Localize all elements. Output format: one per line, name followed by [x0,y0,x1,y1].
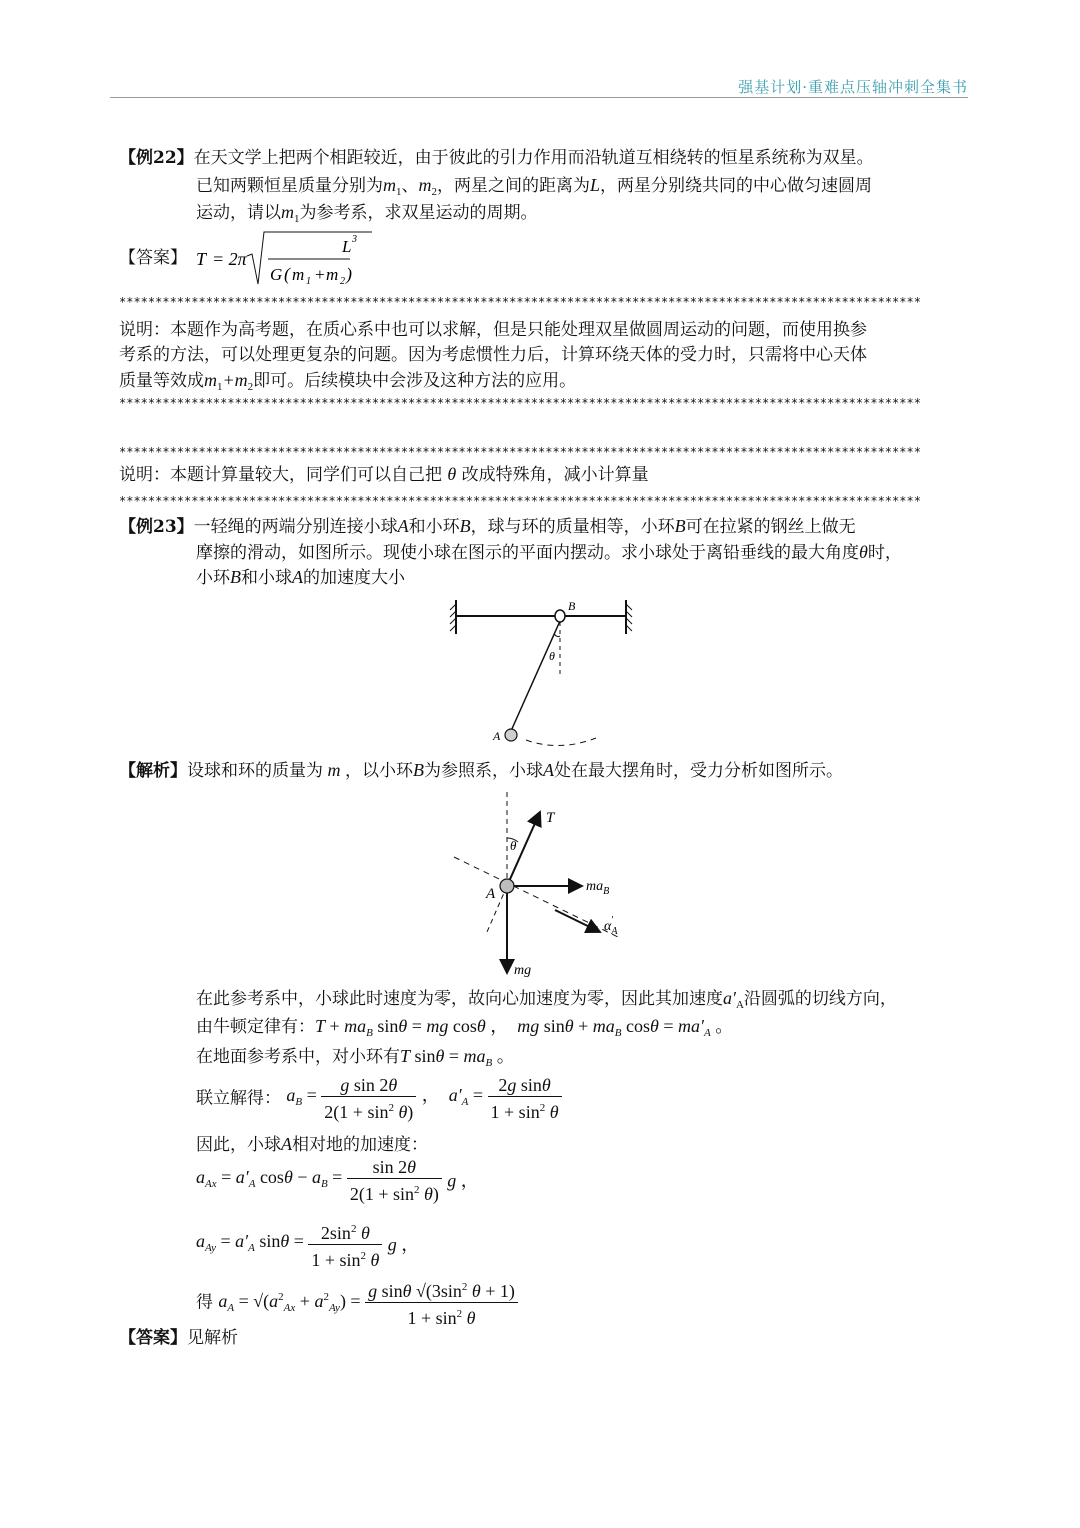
note1-line1: 说明：本题作为高考题，在质心系中也可以求解，但是只能处理双星做圆周运动的问题，而使用换参 [119,320,867,340]
separator-stars-2: *************************************************************************************************************** [119,396,921,410]
label-tension: T [546,810,555,826]
separator-stars-3: *************************************************************************************************************** [119,445,921,459]
svg-text:m: m [292,265,305,284]
label-theta: θ [549,649,555,663]
example23-line2: 摩擦的滑动，如图所示。现使小球在图示的平面内摆动。求小球处于离铅垂线的最大角度θ时， [196,542,902,563]
ball-a [505,729,517,741]
label-theta-2: θ [510,838,517,853]
note1-line3: 质量等效成$m_1+m_2$即可。后续模块中会涉及这种方法的应用。 [119,370,577,393]
example22-line3: 运动，请以$m_1$为参考系，求双星运动的周期。 [196,202,538,225]
analysis-label: 【解析】 [119,761,187,781]
analysis-p2: 由牛顿定律有：$T + ma_B$ sinθ = mg cosθ ， mg $\sin\theta + ma_B$ $\cos\theta = ma'_A$ 。 [196,1016,734,1039]
example22-answer-formula [192,228,372,290]
note1-line2: 考系的方法，可以处理更复杂的问题。因为考虑惯性力后，计算环绕天体的受力时，只需将中心天体 [119,345,867,365]
analysis-p5: 因此，小球A相对地的加速度： [196,1134,428,1155]
ring-b [555,610,565,622]
example22-line2: 已知两颗恒星质量分别为$m_1$、$m_2$，两星之间的距离为L，两星分别绕共同的中心做匀速圆周 [196,175,873,198]
svg-text:L: L [342,237,352,256]
svg-text:): ) [346,264,352,284]
analysis-p4: 联立解得： $a_B$ = $\frac{\text{g sin 2θ}}{2(1 + \sin^2 \theta)}$ ， $a'_A$ = $\frac{\text{2g sinθ}}{1 + \sin^2 \theta}$ [196,1074,562,1123]
analysis-p6: $a_{Ax} = a'_A$ $\cos\theta - a_B$ = $\frac{\sin 2\theta}{2(1 + \sin^2 \theta)}$ g ， [196,1157,479,1204]
analysis-answer: 【答案】见解析 [119,1328,238,1348]
svg-text:(: ( [284,264,290,284]
analysis-p8: 得 $a_A = √(a^2_{Ax} + a^2_{Ay})$ = $\frac{g \sin\theta √(3\sin^2 \theta + 1)}{1 + \sin^2 \theta}$ [196,1276,518,1329]
svg-text:1: 1 [306,276,311,287]
analysis-p7: $a_{Ay} = a'_A$ sinθ = $\frac{2\sin^2 \theta}{1 + \sin^2 \theta}$ g ， [196,1218,419,1271]
svg-text:+: + [314,265,326,284]
example23-label: 【例23】 [119,517,194,537]
analysis-p3: 在地面参考系中，对小环有T $\sin\theta = ma_B$ 。 [196,1046,515,1069]
analysis-p1: 在此参考系中，小球此时速度为零，故向心加速度为零，因此其加速度$a'_A$沿圆弧的切线方向， [196,988,897,1011]
pendulum-figure [440,594,640,754]
example22-label: 【例22】 [119,148,194,168]
example23-line1: 【例23】一轻绳的两端分别连接小球A和小环B，球与环的质量相等，小环B可在拉紧的钢丝上做无 [119,516,856,537]
label-ma-b: $ma_B$ [586,879,610,897]
svg-text:T: T [196,249,207,269]
svg-text:m: m [326,265,339,284]
label-alpha: $\alpha_A'$ [604,915,618,937]
note2-line: 说明：本题计算量较大，同学们可以自己把 θ 改成特殊角，减小计算量 [119,464,649,485]
svg-text:3: 3 [352,234,357,245]
label-mg: mg [514,963,532,978]
label-a-2: A [486,886,496,902]
label-a: A [493,729,501,743]
example22-answer-label: 【答案】 [119,248,187,268]
header-divider [110,97,968,98]
example22-line1: 【例22】在天文学上把两个相距较近，由于彼此的引力作用而沿轨道互相绕转的恒星系统称为双星。 [119,148,874,168]
separator-stars-1: *************************************************************************************************************** [119,295,921,309]
svg-text:2: 2 [340,276,345,287]
svg-text:= 2π: = 2π [212,249,247,269]
page-header-title: 强基计划·重难点压轴冲刺全集书 [738,78,968,96]
svg-text:G: G [270,265,283,284]
separator-stars-4: *************************************************************************************************************** [119,494,921,508]
force-diagram [440,780,640,980]
analysis-intro: 【解析】设球和环的质量为 m ，以小环B为参照系，小球A处在最大摆角时，受力分析如图所示。 [119,760,843,781]
example23-line3: 小环B和小球A的加速度大小 [196,567,405,588]
ball-a-force [500,879,514,893]
label-b: B [568,599,576,613]
